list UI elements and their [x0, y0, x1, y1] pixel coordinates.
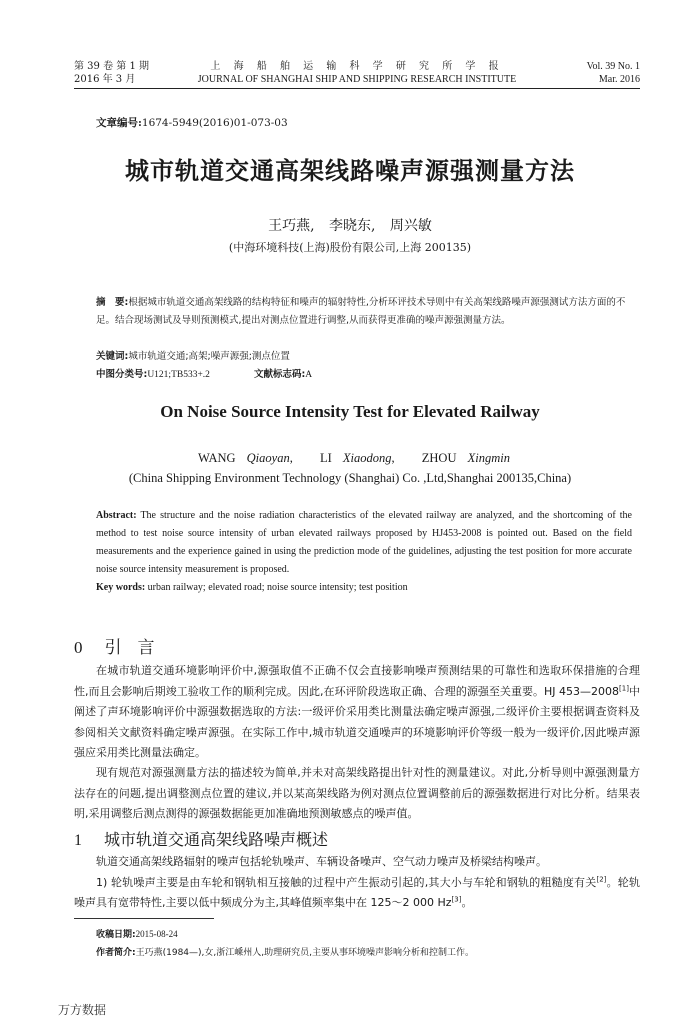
abstract-cn-label: 摘 要:	[96, 297, 129, 308]
affiliation-en: (China Shipping Environment Technology (Shanghai) Co. ,Ltd,Shanghai 200135,China)	[128, 471, 572, 485]
section-1-heading	[74, 827, 328, 850]
volume-issue-cn: 第 39 卷 第 1 期	[74, 61, 149, 72]
citation-2[interactable]: [2]	[596, 874, 607, 883]
footnote-author-bio	[96, 945, 474, 958]
classification	[96, 366, 626, 384]
affiliation-cn: (中海环境科技(上海)股份有限公司,上海 200135)	[228, 241, 472, 254]
clc-value: U121;TB533+.2	[147, 370, 210, 380]
volume-issue-en: Vol. 39 No. 1	[586, 61, 640, 72]
header-right	[587, 60, 640, 86]
section-1-body	[74, 852, 640, 914]
author-en-2: LI Xiaodong,	[319, 451, 395, 465]
section-0-heading	[74, 633, 171, 658]
article-number-label: 文章编号:	[96, 117, 142, 129]
keywords-en	[96, 579, 632, 597]
author-en-1: WANG Qiaoyan,	[198, 451, 293, 465]
section-1-number: 1	[74, 832, 82, 849]
article-number	[96, 115, 288, 130]
keywords-en-label: Key words:	[96, 582, 146, 593]
paper-title-cn: 城市轨道交通高架线路噪声源强测量方法	[125, 157, 575, 185]
watermark: 万方数据	[58, 1003, 107, 1017]
header-center	[74, 60, 640, 86]
date-en: Mar. 2016	[598, 74, 640, 85]
footnote-rule	[74, 918, 214, 919]
citation-1[interactable]: [1]	[619, 683, 629, 692]
authors-en	[0, 451, 700, 466]
abstract-en-label: Abstract:	[96, 510, 137, 521]
clc-label: 中图分类号:	[96, 369, 148, 380]
date-cn: 2016 年 3 月	[74, 74, 136, 85]
keywords-cn-label: 关键词:	[96, 351, 129, 362]
abstract-cn	[96, 294, 626, 330]
doc-code-value: A	[305, 370, 313, 380]
running-header	[74, 60, 640, 90]
footnote-received	[96, 927, 178, 940]
keywords-cn	[96, 348, 626, 366]
section-0-paragraph-1: 在城市轨道交通环境影响评价中,源强取值不正确不仅会直接影响噪声预测结果的可靠性和选取环保措施的合理性,而且会影响后期竣工验收工作的顺利完成。因此,在环评阶段选取正确、合理的源强至关重要。HJ 453—2008[1]中阐述了声环境影响评价中源强数据选取的方法:一级评价采用类比测量法确定噪声源强,二级评价主要根据调查资料及参阅相关文献资料确定噪声源强。在实际工作中,城市轨道交通噪声的环境影响评价等级一般为一级评价,因此噪声源强应采用类比测量法确定。	[74, 664, 640, 759]
paper-title-en: On Noise Source Intensity Test for Elevated Railway	[160, 402, 540, 421]
received-label: 收稿日期:	[96, 930, 136, 940]
journal-name-cn: 上 海 船 舶 运 输 科 学 研 究 所 学 报	[210, 61, 504, 72]
author-bio-value: 王巧燕(1984—),女,浙江嵊州人,助理研究员,主要从事环境噪声影响分析和控制工作。	[135, 948, 474, 958]
section-0-number: 0	[74, 638, 83, 657]
abstract-en	[96, 507, 632, 579]
keywords-cn-text: 城市轨道交通;高架;噪声源强;测点位置	[128, 351, 290, 362]
doc-code-label: 文献标志码:	[253, 369, 306, 380]
section-1-paragraph-2: 1) 轮轨噪声主要是由车轮和钢轨相互接触的过程中产生振动引起的,其大小与车轮和钢轨的粗糙度有关[2]。轮轨噪声具有宽带特性,主要以低中频成分为主,其峰值频率集中在 125～2 000 Hz[3]。	[74, 874, 641, 909]
author-en-3: ZHOU Xingmin	[421, 451, 510, 465]
authors-cn: 王巧燕, 李晓东, 周兴敏	[268, 218, 432, 234]
article-number-value: 1674-5949(2016)01-073-03	[141, 117, 288, 129]
journal-name-en: JOURNAL OF SHANGHAI SHIP AND SHIPPING RESEARCH INSTITUTE	[197, 74, 517, 85]
citation-3[interactable]: [3]	[451, 895, 462, 904]
abstract-cn-text: 根据城市轨道交通高架线路的结构特征和噪声的辐射特性,分析环评技术导则中有关高架线路噪声源强测试方法方面的不足。结合现场测试及导则预测模式,提出对测点位置进行调整,从而获得更准确的噪声源强测量方法。	[96, 297, 626, 326]
section-0-paragraph-2: 现有规范对源强测量方法的描述较为简单,并未对高架线路提出针对性的测量建议。对此,分析导则中源强测量方法存在的问题,提出调整测点位置的建议,并以某高架线路为例对测点位置调整前后的源强数据进行对比分析。结果表明,采用调整后测点测得的源强数据能更加准确地预测敏感点的噪声值。	[74, 766, 640, 820]
section-1-paragraph-1: 轨道交通高架线路辐射的噪声包括轮轨噪声、车辆设备噪声、空气动力噪声及桥梁结构噪声。	[96, 855, 547, 868]
header-rule	[74, 88, 640, 89]
keywords-en-text: urban railway; elevated road; noise source intensity; test position	[147, 582, 408, 593]
section-0-title: 引言	[104, 638, 171, 658]
abstract-en-text: The structure and the noise radiation characteristics of the elevated railway are analyzed, and the shortcoming of the method to test noise source intensity of urban elevated railways proposed by HJ453-2008 is pointed out. Based on the field measurements and the experience gained in using the prediction mode of the guidelines, adjusting the test position for more accurate noise source intensity measurement is proposed.	[96, 510, 632, 575]
author-bio-label: 作者简介:	[96, 948, 136, 958]
section-1-title: 城市轨道交通高架线路噪声概述	[104, 830, 329, 849]
received-value: 2015-08-24	[135, 929, 178, 939]
